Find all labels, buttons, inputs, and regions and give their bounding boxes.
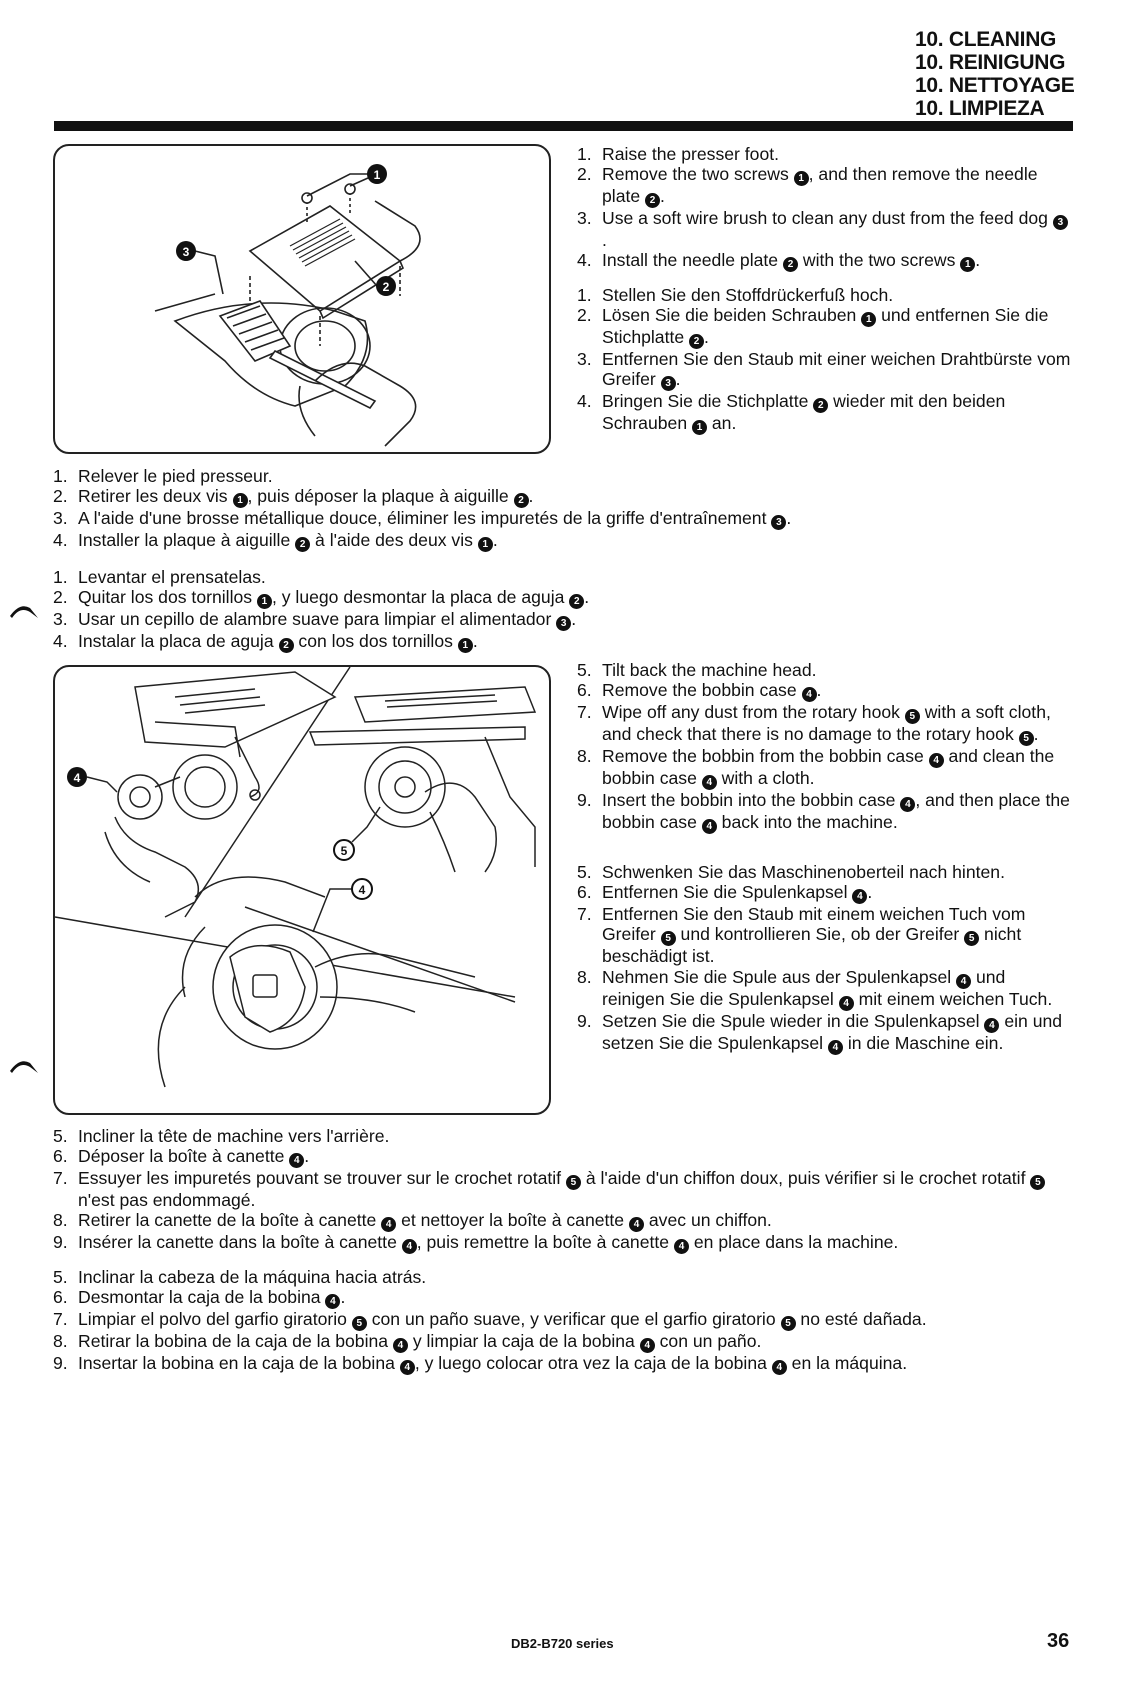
reference-marker: 4 bbox=[900, 797, 915, 812]
reference-marker: 4 bbox=[402, 1239, 417, 1254]
reference-marker: 3 bbox=[1053, 215, 1068, 230]
step-en-3: 3. Use a soft wire brush to clean any dust from the feed dog 3. bbox=[577, 208, 1072, 250]
steps-en-2 bbox=[577, 660, 1072, 834]
reference-marker: 4 bbox=[956, 974, 971, 989]
step-es-6: 6. Desmontar la caja de la bobina 4 . bbox=[53, 1287, 346, 1308]
reference-marker: 4 bbox=[702, 775, 717, 790]
reference-marker: 4 bbox=[381, 1217, 396, 1232]
step-en-9: 9. Insert the bobbin into the bobbin case 4 , and then place the bobbin case 4 back into the machine. bbox=[577, 790, 1070, 833]
bobbin-case-illustration bbox=[55, 667, 549, 1113]
reference-marker: 2 bbox=[689, 334, 704, 349]
section-titles bbox=[915, 28, 1075, 120]
steps-fr-2 bbox=[53, 1126, 1073, 1254]
step-fr-1: 1. Relever le pied presseur. bbox=[53, 466, 273, 486]
reference-marker: 1 bbox=[478, 537, 493, 552]
reference-marker: 4 bbox=[828, 1040, 843, 1055]
step-fr-6: 6. Déposer la boîte à canette 4 . bbox=[53, 1146, 310, 1167]
step-es-5: 5. Inclinar la cabeza de la máquina hacia atrás. bbox=[53, 1267, 427, 1287]
step-en-6: 6. Remove the bobbin case 4 . bbox=[577, 680, 822, 701]
step-de-3: 3. Entfernen Sie den Staub mit einer weichen Drahtbürste vom Greifer 3 . bbox=[577, 349, 1071, 390]
step-fr-8: 8. Retirer la canette de la boîte à canette 4 et nettoyer la boîte à canette 4 avec un chiffon. bbox=[53, 1210, 772, 1231]
margin-mark-1 bbox=[8, 600, 42, 622]
header-rule bbox=[54, 121, 1073, 131]
footer-series: DB2-B720 series bbox=[511, 1636, 614, 1651]
step-en-7: 7. Wipe off any dust from the rotary hook 5 with a soft cloth, and check that there is no damage to the rotary hook 5 . bbox=[577, 702, 1051, 745]
reference-marker: 5 bbox=[352, 1316, 367, 1331]
title-en: 10. CLEANING bbox=[915, 28, 1057, 51]
reference-marker: 2 bbox=[645, 193, 660, 208]
reference-marker: 1 bbox=[692, 420, 707, 435]
callout-3: 3 bbox=[182, 245, 190, 259]
reference-marker: 4 bbox=[393, 1338, 408, 1353]
step-fr-5: 5. Incliner la tête de machine vers l'arrière. bbox=[53, 1126, 390, 1146]
reference-marker: 5 bbox=[964, 931, 979, 946]
reference-marker: 3 bbox=[556, 616, 571, 631]
reference-marker: 4 bbox=[839, 996, 854, 1011]
reference-marker: 5 bbox=[1019, 731, 1034, 746]
step-fr-7: 7. Essuyer les impuretés pouvant se trouver sur le crochet rotatif 5 à l'aide d'un chiffon doux, puis vérifier si le crochet rotatif 5 n'est pas endommagé. bbox=[53, 1168, 1073, 1210]
step-fr-2: 2. Retirer les deux vis 1 , puis déposer la plaque à aiguille 2 . bbox=[53, 486, 534, 507]
steps-de-2 bbox=[577, 862, 1072, 1055]
step-de-5: 5. Schwenken Sie das Maschinenoberteil nach hinten. bbox=[577, 862, 1005, 882]
reference-marker: 5 bbox=[566, 1175, 581, 1190]
figure-needle-plate bbox=[53, 144, 551, 454]
reference-marker: 4 bbox=[772, 1360, 787, 1375]
reference-marker: 1 bbox=[458, 638, 473, 653]
callout-4-top: 4 bbox=[73, 771, 81, 785]
reference-marker: 4 bbox=[325, 1294, 340, 1309]
reference-marker: 4 bbox=[852, 889, 867, 904]
step-de-1: 1. Stellen Sie den Stoffdrückerfuß hoch. bbox=[577, 285, 894, 305]
reference-marker: 5 bbox=[1030, 1175, 1045, 1190]
steps-es-2 bbox=[53, 1267, 1073, 1375]
callout-5: 5 bbox=[340, 844, 348, 858]
reference-marker: 1 bbox=[257, 594, 272, 609]
callout-2: 2 bbox=[382, 280, 390, 294]
reference-marker: 4 bbox=[400, 1360, 415, 1375]
step-de-2: 2. Lösen Sie die beiden Schrauben 1 und entfernen Sie die Stichplatte 2 . bbox=[577, 305, 1049, 348]
step-es-1: 1. Levantar el prensatelas. bbox=[53, 567, 266, 587]
step-de-7: 7. Entfernen Sie den Staub mit einem weichen Tuch vom Greifer 5 und kontrollieren Sie, ob der Greifer 5 nicht beschädigt ist. bbox=[577, 904, 1026, 967]
steps-es-1 bbox=[53, 567, 1073, 653]
reference-marker: 2 bbox=[279, 638, 294, 653]
step-es-2: 2. Quitar los dos tornillos 1 , y luego desmontar la placa de aguja 2 . bbox=[53, 587, 590, 608]
title-fr: 10. NETTOYAGE bbox=[915, 74, 1075, 97]
reference-marker: 1 bbox=[794, 171, 809, 186]
title-es: 10. LIMPIEZA bbox=[915, 97, 1045, 120]
page-number: 36 bbox=[1047, 1630, 1070, 1652]
title-de: 10. REINIGUNG bbox=[915, 51, 1066, 74]
reference-marker: 4 bbox=[929, 753, 944, 768]
steps-fr-1 bbox=[53, 466, 1073, 552]
step-es-8: 8. Retirar la bobina de la caja de la bobina 4 y limpiar la caja de la bobina 4 con un paño. bbox=[53, 1331, 762, 1352]
steps-de-1 bbox=[577, 285, 1072, 435]
reference-marker: 4 bbox=[289, 1153, 304, 1168]
step-es-4: 4. Instalar la placa de aguja 2 con los dos tornillos 1 . bbox=[53, 631, 478, 652]
callout-4-bottom: 4 bbox=[358, 883, 366, 897]
step-de-9: 9. Setzen Sie die Spule wieder in die Spulenkapsel 4 ein und setzen Sie die Spulenkapsel 4 in die Maschine ein. bbox=[577, 1010, 1063, 1053]
reference-marker: 4 bbox=[984, 1018, 999, 1033]
reference-marker: 5 bbox=[781, 1316, 796, 1331]
step-en-8: 8. Remove the bobbin from the bobbin case 4 and clean the bobbin case 4 with a cloth. bbox=[577, 746, 1055, 789]
reference-marker: 2 bbox=[514, 493, 529, 508]
step-en-5: 5. Tilt back the machine head. bbox=[577, 660, 817, 680]
step-es-3: 3. Usar un cepillo de alambre suave para limpiar el alimentador 3 . bbox=[53, 609, 577, 630]
callout-1: 1 bbox=[373, 168, 381, 182]
steps-en-1 bbox=[577, 144, 1072, 272]
reference-marker: 4 bbox=[640, 1338, 655, 1353]
needle-plate-illustration bbox=[55, 146, 549, 452]
reference-marker: 1 bbox=[960, 257, 975, 272]
step-en-4: 4. Install the needle plate 2 with the two screws 1 . bbox=[577, 250, 981, 271]
step-fr-4: 4. Installer la plaque à aiguille 2 à l'aide des deux vis 1 . bbox=[53, 530, 498, 551]
step-de-6: 6. Entfernen Sie die Spulenkapsel 4 . bbox=[577, 882, 873, 903]
step-de-4: 4. Bringen Sie die Stichplatte 2 wieder mit den beiden Schrauben 1 an. bbox=[577, 391, 1006, 434]
step-es-9: 9. Insertar la bobina en la caja de la bobina 4 , y luego colocar otra vez la caja de la bobina 4 en la máquina. bbox=[53, 1353, 908, 1374]
reference-marker: 4 bbox=[702, 819, 717, 834]
margin-mark-2 bbox=[8, 1055, 42, 1077]
reference-marker: 4 bbox=[674, 1239, 689, 1254]
reference-marker: 1 bbox=[233, 493, 248, 508]
reference-marker: 5 bbox=[905, 709, 920, 724]
reference-marker: 4 bbox=[802, 687, 817, 702]
reference-marker: 2 bbox=[783, 257, 798, 272]
step-en-1: 1. Raise the presser foot. bbox=[577, 144, 780, 164]
reference-marker: 1 bbox=[861, 312, 876, 327]
step-es-7: 7. Limpiar el polvo del garfio giratorio 5 con un paño suave, y verificar que el garfio giratorio 5 no esté dañada. bbox=[53, 1309, 927, 1330]
step-en-2: 2. Remove the two screws 1 , and then remove the needle plate 2 . bbox=[577, 164, 1038, 207]
figure-bobbin-case bbox=[53, 665, 551, 1115]
reference-marker: 3 bbox=[661, 376, 676, 391]
reference-marker: 5 bbox=[661, 931, 676, 946]
step-de-8: 8. Nehmen Sie die Spule aus der Spulenkapsel 4 und reinigen Sie die Spulenkapsel 4 mit einem weichen Tuch. bbox=[577, 966, 1053, 1009]
reference-marker: 2 bbox=[569, 594, 584, 609]
reference-marker: 2 bbox=[813, 398, 828, 413]
reference-marker: 3 bbox=[771, 515, 786, 530]
step-fr-9: 9. Insérer la canette dans la boîte à canette 4 , puis remettre la boîte à canette 4 en place dans la machine. bbox=[53, 1232, 899, 1253]
reference-marker: 4 bbox=[629, 1217, 644, 1232]
step-fr-3: 3. A l'aide d'une brosse métallique douce, éliminer les impuretés de la griffe d'entraînement 3 . bbox=[53, 508, 792, 529]
reference-marker: 2 bbox=[295, 537, 310, 552]
